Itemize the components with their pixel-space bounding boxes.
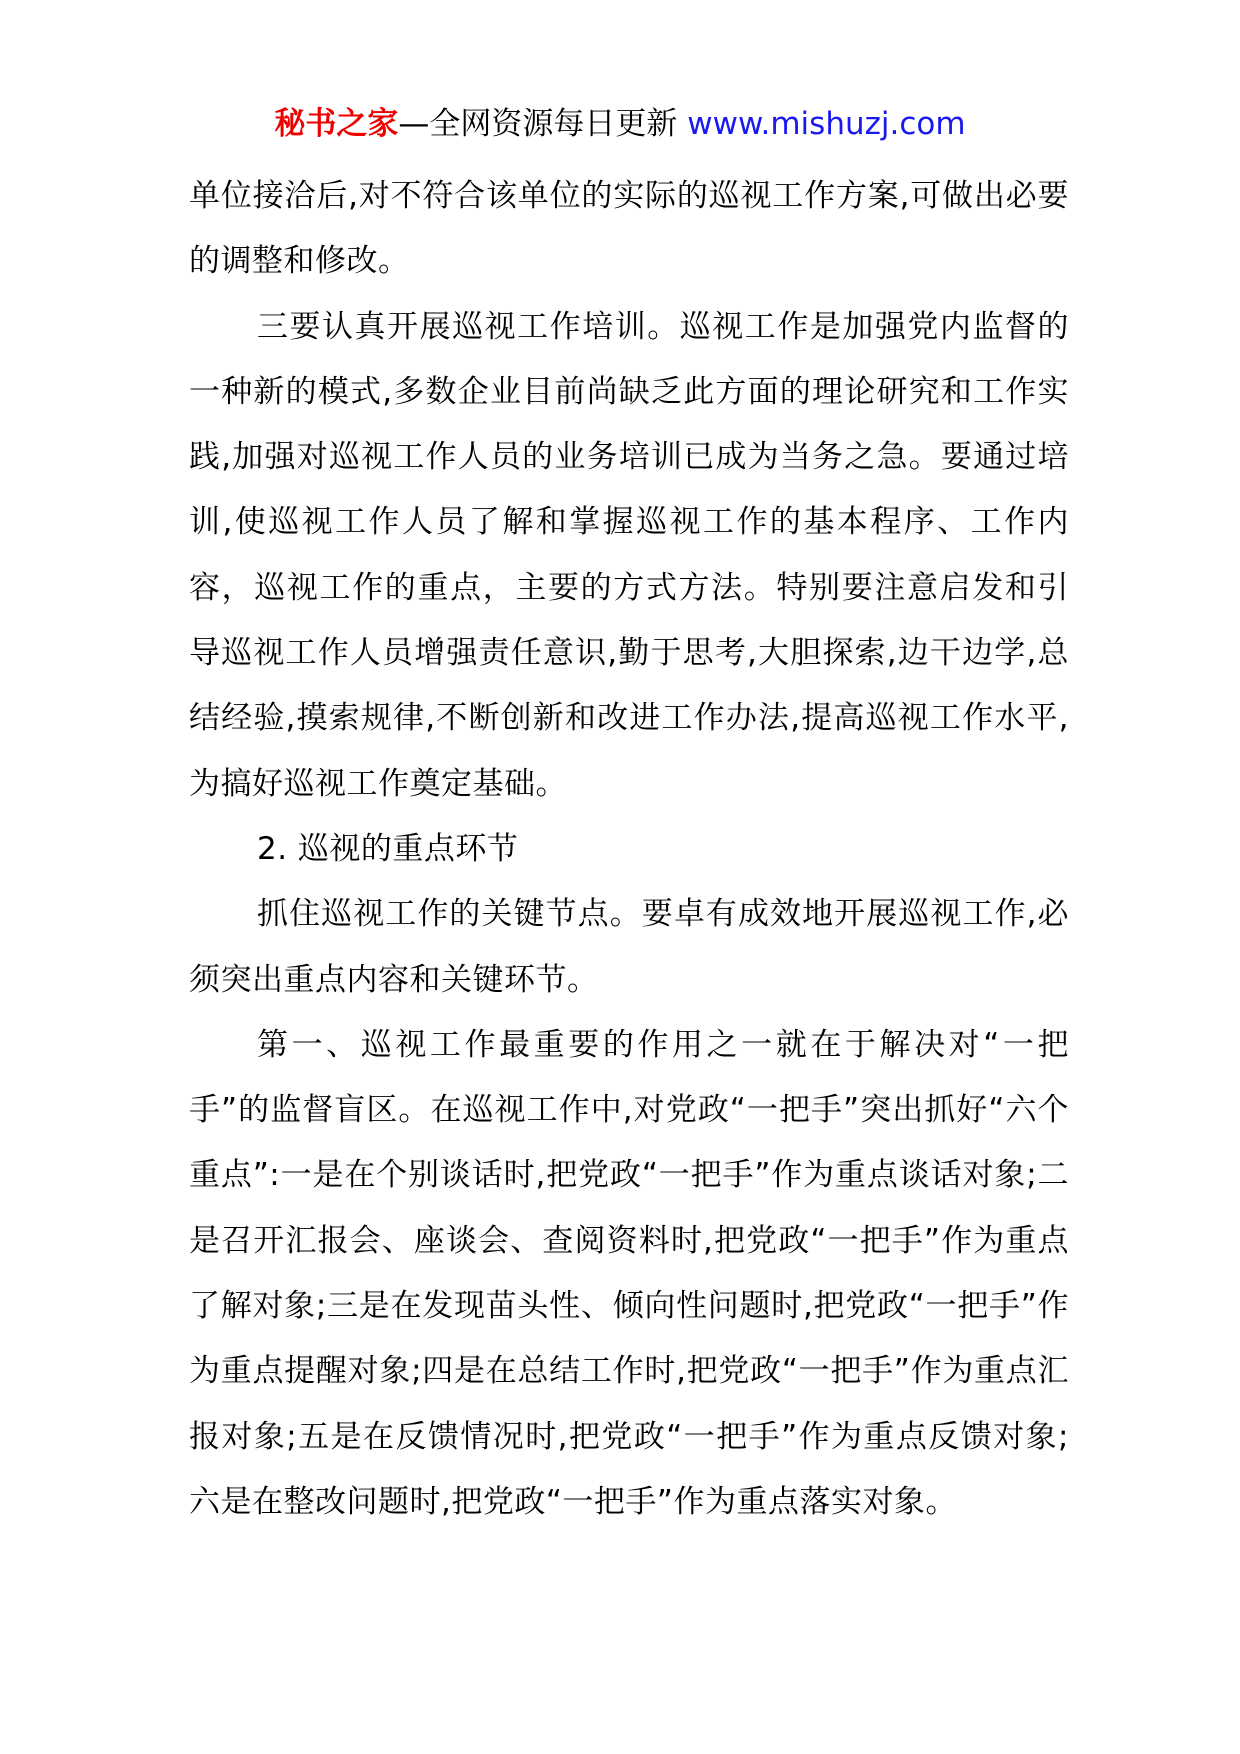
site-slogan: —全网资源每日更新 [398, 106, 688, 142]
paragraph-first-point: 第一、巡视工作最重要的作用之一就在于解决对“一把手”的监督盲区。在巡视工作中,对党政“一把手”突出抓好“六个重点”:一是在个别谈话时,把党政“一把手”作为重点谈话对象;二是召开汇报会、座谈会、查阅资料时,把党政“一把手”作为重点了解对象;三是在发现苗头性、倾向性问题时,把党政“一把手”作为重点提醒对象;四是在总结工作时,把党政“一把手”作为重点汇报对象;五是在反馈情况时,把党政“一把手”作为重点反馈对象;六是在整改问题时,把党政“一把手”作为重点落实对象。 [189, 1026, 1069, 1520]
paragraph-key-nodes: 抓住巡视工作的关键节点。要卓有成效地开展巡视工作,必须突出重点内容和关键环节。 [189, 896, 1069, 998]
site-url-link[interactable]: www.mishuzj.com [687, 106, 966, 142]
site-brand: 秘书之家 [274, 106, 399, 142]
paragraph-training: 三要认真开展巡视工作培训。巡视工作是加强党内监督的一种新的模式,多数企业目前尚缺乏此方面的理论研究和工作实践,加强对巡视工作人员的业务培训已成为当务之急。要通过培训,使巡视工作人员了解和掌握巡视工作的基本程序、工作内容，巡视工作的重点，主要的方式方法。特别要注意启发和引导巡视工作人员增强责任意识,勤于思考,大胆探索,边干边学,总结经验,摸索规律,不断创新和改进工作办法,提高巡视工作水平,为搞好巡视工作奠定基础。 [189, 308, 1069, 802]
page-header [0, 100, 1240, 148]
section-heading: 2. 巡视的重点环节 [257, 830, 519, 867]
paragraph-continuation: 单位接洽后,对不符合该单位的实际的巡视工作方案,可做出必要的调整和修改。 [189, 178, 1069, 280]
document-body [189, 164, 1069, 1535]
